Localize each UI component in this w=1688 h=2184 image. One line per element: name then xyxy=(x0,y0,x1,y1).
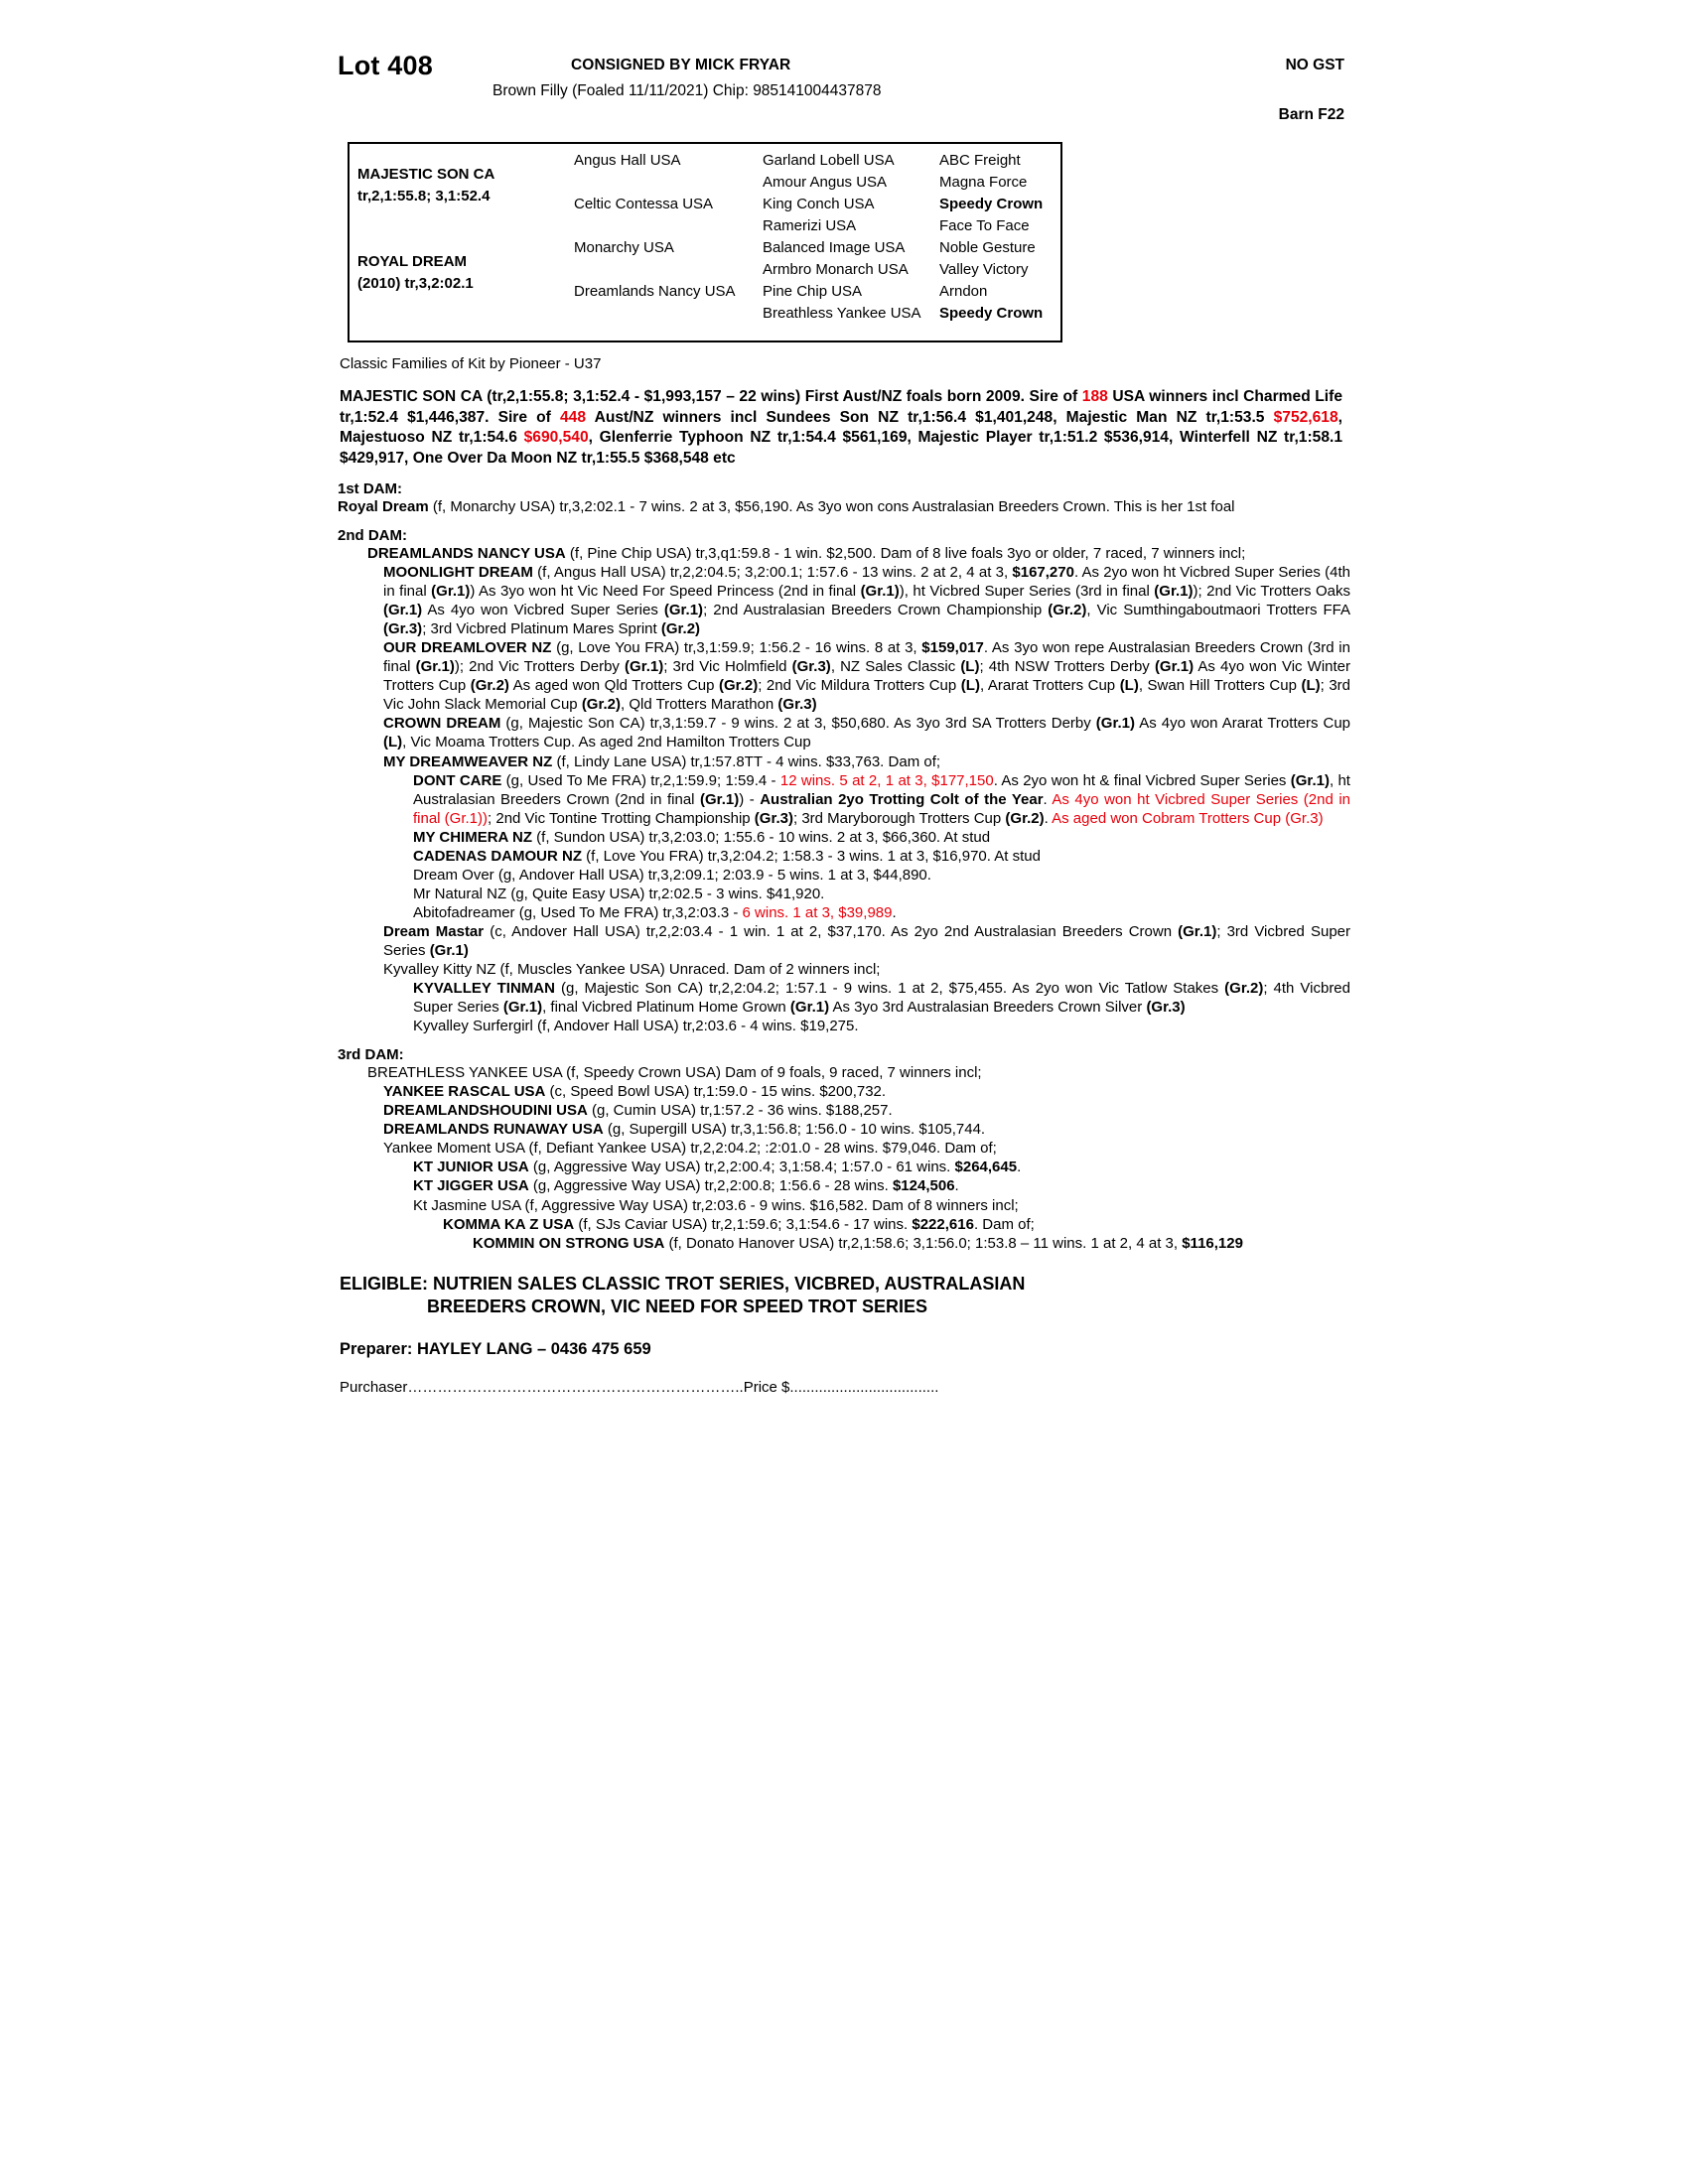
eligibility-line-2: BREEDERS CROWN, VIC NEED FOR SPEED TROT SERIES xyxy=(427,1297,928,1317)
moonlight-d: (Gr.1) xyxy=(431,583,471,601)
entry-kt-junior xyxy=(338,1158,1350,1176)
sheet xyxy=(338,45,1350,1396)
rascal-text: (c, Speed Bowl USA) tr,1:59.0 - 15 wins. $200,732. xyxy=(545,1083,887,1101)
ktjigger-c: . xyxy=(954,1177,959,1195)
dreamlover-f: (Gr.1) xyxy=(625,658,664,676)
gst-status: NO GST xyxy=(1285,57,1344,73)
dreamlover-earnings: $159,017 xyxy=(921,639,984,657)
dont-n: (Gr.2) xyxy=(1005,809,1045,827)
page-header xyxy=(338,45,1350,136)
dreamlover-o: As aged won Qld Trotters Cup xyxy=(508,677,720,695)
kt-junior-earnings: $264,645 xyxy=(954,1159,1018,1176)
entry-mr-natural: Mr Natural NZ (g, Quite Easy USA) tr,2:02.5 - 3 wins. $41,920. xyxy=(413,885,825,902)
dont-i: . xyxy=(1043,790,1053,808)
sire-summary xyxy=(340,387,1342,470)
pedigree-col-fourth-gen xyxy=(931,144,1062,341)
dreamlover-k: ; 4th NSW Trotters Derby xyxy=(979,658,1155,676)
royal-dream-text: (f, Monarchy USA) tr,3,2:02.1 - 7 wins. 2 at 3, $56,190. As 3yo won cons Australasian Breeders Crown. This is her 1st foal xyxy=(428,497,1235,515)
classic-families-line: Classic Families of Kit by Pioneer - U37 xyxy=(340,355,602,372)
dont-f: (Gr.1) xyxy=(700,790,740,808)
dreamlover-g: ; 3rd Vic Holmfield xyxy=(663,658,792,676)
entry-yankee-rascal xyxy=(338,1082,1350,1101)
mastar-c: ; 3rd Vicbred Super Series xyxy=(383,922,1351,959)
sire-dam: Celtic Contessa USA xyxy=(574,196,714,212)
dreamlover-c: . As 3yo won repe Australasian Breeders Crown (3rd in final xyxy=(383,639,1350,676)
entry-kyvalley-tinman xyxy=(338,979,1350,1017)
ggp-3: King Conch USA xyxy=(763,196,875,212)
gggp-8: Speedy Crown xyxy=(939,305,1044,322)
entry-moonlight-dream xyxy=(338,563,1350,638)
dreamlover-a: (g, Love You FRA) tr,3,1:59.9; 1:56.2 - 16 wins. 8 at 3, xyxy=(551,639,922,657)
dreamlover-h: (Gr.3) xyxy=(791,658,831,676)
entry-royal-dream xyxy=(338,497,1350,516)
dont-award: Australian 2yo Trotting Colt of the Year xyxy=(760,790,1044,808)
third-dam-heading: 3rd DAM: xyxy=(338,1046,404,1064)
dreamlover-p: (Gr.2) xyxy=(719,677,759,695)
pedigree-table xyxy=(348,142,1062,342)
crown-e: , Vic Moama Trotters Cup. As aged 2nd Hamilton Trotters Cup xyxy=(402,734,811,751)
tinman-b: (Gr.2) xyxy=(1224,980,1264,998)
barn-number: Barn F22 xyxy=(1278,106,1344,123)
crown-d: (L) xyxy=(383,734,403,751)
abito-c: . xyxy=(892,903,897,921)
sire-text-2: USA winners incl Charmed Life tr,1:52.4 $1,446,387. Sire of xyxy=(340,388,1343,426)
dont-m: ; 3rd Maryborough Trotters Cup xyxy=(792,809,1006,827)
dreamlover-y: , Qld Trotters Marathon xyxy=(621,696,778,714)
moonlight-dream-name: MOONLIGHT DREAM xyxy=(383,564,533,582)
weaver-text: (f, Lindy Lane USA) tr,1:57.8TT - 4 wins. $33,763. Dam of; xyxy=(552,752,941,770)
tinman-g: As 3yo 3rd Australasian Breeders Crown Silver xyxy=(829,999,1147,1017)
dont-o: . xyxy=(1044,809,1053,827)
entry-komma-ka-z xyxy=(338,1215,1350,1234)
tinman-d: (Gr.1) xyxy=(502,999,543,1017)
dreamlover-e: ); 2nd Vic Trotters Derby xyxy=(454,658,626,676)
entry-kt-jigger xyxy=(338,1176,1350,1195)
preparer-line: Preparer: HAYLEY LANG – 0436 475 659 xyxy=(340,1340,651,1359)
dreamlover-q: ; 2nd Vic Mildura Trotters Cup xyxy=(758,677,961,695)
gggp-2: Magna Force xyxy=(939,174,1028,191)
dreamlover-u: , Swan Hill Trotters Cup xyxy=(1138,677,1302,695)
sire-sire: Angus Hall USA xyxy=(574,152,681,169)
mastar-d: (Gr.1) xyxy=(429,941,469,959)
chimera-text: (f, Sundon USA) tr,3,2:03.0; 1:55.6 - 10 wins. 2 at 3, $66,360. At stud xyxy=(532,828,991,846)
entry-our-dreamlover xyxy=(338,638,1350,714)
entry-dreamlandshoudini xyxy=(338,1101,1350,1120)
lot-number: Lot 408 xyxy=(338,51,433,80)
moonlight-h: (Gr.1) xyxy=(1154,583,1194,601)
dont-k: ; 2nd Vic Tontine Trotting Championship xyxy=(488,809,755,827)
entry-breathless-yankee: BREATHLESS YANKEE USA (f, Speedy Crown USA) Dam of 9 foals, 9 raced, 7 winners incl; xyxy=(367,1064,982,1082)
moonlight-e: ) As 3yo won ht Vic Need For Speed Princess (2nd in final xyxy=(470,583,861,601)
dreamlover-d: (Gr.1) xyxy=(415,658,455,676)
ktjunior-a: (g, Aggressive Way USA) tr,2,2:00.4; 3,1:58.4; 1:57.0 - 61 wins. xyxy=(528,1159,955,1176)
moonlight-o: , Vic Sumthingaboutmaori Trotters FFA xyxy=(1086,602,1350,619)
moonlight-i: ); 2nd Vic Trotters Oaks xyxy=(1193,583,1351,601)
dont-e: , ht Australasian Breeders Crown (2nd in final xyxy=(413,771,1350,808)
komma-earnings: $222,616 xyxy=(912,1215,974,1233)
gggp-6: Valley Victory xyxy=(939,261,1029,278)
entry-dreamlands-runaway xyxy=(338,1120,1350,1139)
dream-mastar-name: Dream Mastar xyxy=(383,922,485,940)
moonlight-g: ), ht Vicbred Super Series (3rd in final xyxy=(899,583,1155,601)
kommin-earnings: $116,129 xyxy=(1182,1234,1243,1252)
tinman-c: ; 4th Vicbred Super Series xyxy=(413,980,1350,1017)
royal-dream-name: Royal Dream xyxy=(338,497,429,515)
dreamlover-m: As 4yo won Vic Winter Trotters Cup xyxy=(383,658,1350,695)
dam-dam: Dreamlands Nancy USA xyxy=(574,283,736,300)
purchaser-line: Purchaser…………………………………………………………..Price $.................................... xyxy=(340,1379,939,1397)
ggp-4: Ramerizi USA xyxy=(763,217,857,234)
kt-junior-name: KT JUNIOR USA xyxy=(413,1159,529,1176)
gggp-4: Face To Face xyxy=(939,217,1030,234)
abitofadreamer-record: 6 wins. 1 at 3, $39,989 xyxy=(742,903,893,921)
entry-yankee-moment: Yankee Moment USA (f, Defiant Yankee USA) tr,2,2:04.2; :2:01.0 - 28 wins. $79,046. Dam of; xyxy=(383,1140,997,1158)
dreamlover-r: (L) xyxy=(960,677,980,695)
dont-d: (Gr.1) xyxy=(1290,771,1330,789)
cadenas-damour-name: CADENAS DAMOUR NZ xyxy=(413,847,582,865)
my-chimera-name: MY CHIMERA NZ xyxy=(413,828,532,846)
tinman-f: (Gr.1) xyxy=(789,999,830,1017)
gggp-7: Arndon xyxy=(939,283,988,300)
moonlight-n: (Gr.2) xyxy=(1048,602,1087,619)
entry-dream-mastar xyxy=(338,922,1350,960)
kommin-a: (f, Donato Hanover USA) tr,2,1:58.6; 3,1:56.0; 1:53.8 – 11 wins. 1 at 2, 4 at 3, xyxy=(664,1234,1183,1252)
entry-abitofadreamer xyxy=(338,903,1350,922)
dont-g: ) - xyxy=(739,790,761,808)
tinman-h: (Gr.3) xyxy=(1146,999,1186,1017)
majestic-man-earnings: $752,618 xyxy=(1273,408,1338,426)
dont-care-name: DONT CARE xyxy=(413,771,502,789)
crown-a: (g, Majestic Son CA) tr,3,1:59.7 - 9 wins. 2 at 3, $50,680. As 3yo 3rd SA Trotters Derby xyxy=(500,715,1096,733)
ggp-8: Breathless Yankee USA xyxy=(763,305,921,322)
crown-b: (Gr.1) xyxy=(1095,715,1135,733)
consignor-line: CONSIGNED BY MICK FRYAR xyxy=(571,57,791,73)
crown-dream-name: CROWN DREAM xyxy=(383,715,501,733)
dreamlover-j: (L) xyxy=(960,658,980,676)
entry-my-dreamweaver xyxy=(338,752,1350,771)
entry-dream-over: Dream Over (g, Andover Hall USA) tr,3,2:09.1; 2:03.9 - 5 wins. 1 at 3, $44,890. xyxy=(413,866,931,884)
dreamlands-runaway-name: DREAMLANDS RUNAWAY USA xyxy=(383,1121,604,1139)
dreamlandshoudini-name: DREAMLANDSHOUDINI USA xyxy=(383,1102,588,1120)
ggp-1: Garland Lobell USA xyxy=(763,152,895,169)
dam-name: ROYAL DREAM xyxy=(357,253,468,270)
sire-text-4: , Majestuoso NZ tr,1:54.6 xyxy=(340,408,1342,447)
crown-c: As 4yo won Ararat Trotters Cup xyxy=(1134,715,1351,733)
entry-kommin-on-strong xyxy=(338,1234,1350,1253)
dam-record: (2010) tr,3,2:02.1 xyxy=(357,275,474,292)
dont-j: As 4yo won ht Vicbred Super Series (2nd in final (Gr.1)) xyxy=(413,790,1350,827)
ggp-2: Amour Angus USA xyxy=(763,174,888,191)
first-dam-heading: 1st DAM: xyxy=(338,479,403,497)
sire-record: tr,2,1:55.8; 3,1:52.4 xyxy=(357,188,491,205)
moonlight-p: (Gr.3) xyxy=(383,620,423,638)
shoudini-text: (g, Cumin USA) tr,1:57.2 - 36 wins. $188,257. xyxy=(587,1102,893,1120)
eligibility-block xyxy=(338,1273,1350,1319)
majestuoso-earnings: $690,540 xyxy=(523,429,589,447)
dam-sire: Monarchy USA xyxy=(574,239,674,256)
dreamlover-l: (Gr.1) xyxy=(1154,658,1195,676)
sire-usa-winners-count: 188 xyxy=(1081,388,1108,405)
moonlight-k: As 4yo won Vicbred Super Series xyxy=(422,602,664,619)
entry-kt-jasmine: Kt Jasmine USA (f, Aggressive Way USA) tr,2:03.6 - 9 wins. $16,582. Dam of 8 winners incl; xyxy=(413,1196,1019,1214)
tinman-e: , final Vicbred Platinum Home Grown xyxy=(542,999,790,1017)
dreamlands-nancy-text: (f, Pine Chip USA) tr,3,q1:59.8 - 1 win. $2,500. Dam of 8 live foals 3yo or older, 7 raced, 7 winners incl; xyxy=(565,544,1246,562)
entry-dont-care xyxy=(338,771,1350,828)
moonlight-j: (Gr.1) xyxy=(383,602,423,619)
dont-care-record: 12 wins. 5 at 2, 1 at 3, $177,150 xyxy=(779,771,994,789)
horse-description: Brown Filly (Foaled 11/11/2021) Chip: 985141004437878 xyxy=(492,82,882,99)
moonlight-m: ; 2nd Australasian Breeders Crown Championship xyxy=(703,602,1049,619)
gggp-5: Noble Gesture xyxy=(939,239,1036,256)
tinman-a: (g, Majestic Son CA) tr,2,2:04.2; 1:57.1 - 9 wins. 1 at 2, $75,455. As 2yo won Vic Tatlow Stakes xyxy=(554,980,1225,998)
dont-p: As aged won Cobram Trotters Cup (Gr.3) xyxy=(1052,809,1324,827)
dreamlover-n: (Gr.2) xyxy=(470,677,509,695)
entry-crown-dream xyxy=(338,714,1350,751)
komma-a: (f, SJs Caviar USA) tr,2,1:59.6; 3,1:54.6 - 17 wins. xyxy=(574,1215,913,1233)
our-dreamlover-name: OUR DREAMLOVER NZ xyxy=(383,639,552,657)
kyvalley-tinman-name: KYVALLEY TINMAN xyxy=(413,980,555,998)
sire-text-5: , Glenferrie Typhoon NZ tr,1:54.4 $561,169, Majestic Player tr,1:51.2 $536,914, Winterfell NZ tr,1:58.1 $429,917, One Over Da Moon NZ tr,1:55.5 $368,548 etc xyxy=(340,429,1343,468)
ggp-5: Balanced Image USA xyxy=(763,239,906,256)
entry-dreamlands-nancy xyxy=(338,544,1350,563)
entry-kyvalley-surfergirl: Kyvalley Surfergirl (f, Andover Hall USA) tr,2:03.6 - 4 wins. $19,275. xyxy=(413,1018,859,1035)
entry-my-chimera xyxy=(338,828,1350,847)
my-dreamweaver-name: MY DREAMWEAVER NZ xyxy=(383,752,553,770)
sire-text-3: Aust/NZ winners incl Sundees Son NZ tr,1:56.4 $1,401,248, Majestic Man NZ tr,1:53.5 xyxy=(586,408,1274,426)
sire-name: MAJESTIC SON CA xyxy=(357,166,495,183)
moonlight-earnings: $167,270 xyxy=(1012,564,1074,582)
entry-kyvalley-kitty: Kyvalley Kitty NZ (f, Muscles Yankee USA) Unraced. Dam of 2 winners incl; xyxy=(383,961,881,979)
dreamlands-nancy-name: DREAMLANDS NANCY USA xyxy=(367,544,566,562)
sire-text-1: MAJESTIC SON CA (tr,2,1:55.8; 3,1:52.4 - $1,993,157 – 22 wins) First Aust/NZ foals born 2009. Sire of xyxy=(340,388,1082,405)
komma-c: . Dam of; xyxy=(973,1215,1035,1233)
dont-c: . As 2yo won ht & final Vicbred Super Series xyxy=(993,771,1291,789)
ktjunior-c: . xyxy=(1017,1159,1022,1176)
kt-jigger-name: KT JIGGER USA xyxy=(413,1177,529,1195)
pedigree-col-great-grandparents xyxy=(755,144,931,341)
komma-ka-z-name: KOMMA KA Z USA xyxy=(443,1215,575,1233)
ktjigger-a: (g, Aggressive Way USA) tr,2,2:00.8; 1:56.6 - 28 wins. xyxy=(528,1177,893,1195)
yankee-rascal-name: YANKEE RASCAL USA xyxy=(383,1083,546,1101)
kt-jigger-earnings: $124,506 xyxy=(892,1177,955,1195)
gggp-3: Speedy Crown xyxy=(939,196,1044,212)
pedigree-col-parents xyxy=(350,144,566,341)
dont-a: (g, Used To Me FRA) tr,2,1:59.9; 1:59.4 - xyxy=(501,771,780,789)
pedigree-col-grandparents xyxy=(566,144,755,341)
runaway-text: (g, Supergill USA) tr,3,1:56.8; 1:56.0 - 10 wins. $105,744. xyxy=(603,1121,986,1139)
moonlight-l: (Gr.1) xyxy=(663,602,704,619)
dreamlover-w: ; 3rd Vic John Slack Memorial Cup xyxy=(383,677,1351,714)
dreamlover-z: (Gr.3) xyxy=(777,696,817,714)
dreamlover-t: (L) xyxy=(1119,677,1139,695)
abito-a: Abitofadreamer (g, Used To Me FRA) tr,3,2:03.3 - xyxy=(413,903,743,921)
sire-anz-winners-count: 448 xyxy=(560,408,587,426)
moonlight-r: (Gr.2) xyxy=(660,620,701,638)
dreamlover-i: , NZ Sales Classic xyxy=(830,658,961,676)
mastar-b: (Gr.1) xyxy=(1178,922,1217,940)
dreamlover-v: (L) xyxy=(1301,677,1321,695)
moonlight-c: . As 2yo won ht Vicbred Super Series (4th in final xyxy=(383,564,1350,601)
ggp-6: Armbro Monarch USA xyxy=(763,261,909,278)
entry-cadenas-damour xyxy=(338,847,1350,866)
mastar-a: (c, Andover Hall USA) tr,2,2:03.4 - 1 win. 1 at 2, $37,170. As 2yo 2nd Australasian Breeders Crown xyxy=(484,922,1179,940)
dreamlover-x: (Gr.2) xyxy=(581,696,621,714)
eligibility-line-1: ELIGIBLE: NUTRIEN SALES CLASSIC TROT SERIES, VICBRED, AUSTRALASIAN xyxy=(340,1273,1026,1294)
dreamlover-s: , Ararat Trotters Cup xyxy=(979,677,1120,695)
second-dam-heading: 2nd DAM: xyxy=(338,526,407,544)
ggp-7: Pine Chip USA xyxy=(763,283,863,300)
gggp-1: ABC Freight xyxy=(939,152,1021,169)
moonlight-a: (f, Angus Hall USA) tr,2,2:04.5; 3,2:00.1; 1:57.6 - 13 wins. 2 at 2, 4 at 3, xyxy=(532,564,1013,582)
moonlight-q: ; 3rd Vicbred Platinum Mares Sprint xyxy=(422,620,661,638)
moonlight-f: (Gr.1) xyxy=(860,583,900,601)
kommin-on-strong-name: KOMMIN ON STRONG USA xyxy=(473,1234,665,1252)
cadenas-text: (f, Love You FRA) tr,3,2:04.2; 1:58.3 - 3 wins. 1 at 3, $16,970. At stud xyxy=(582,847,1041,865)
dont-l: (Gr.3) xyxy=(754,809,793,827)
